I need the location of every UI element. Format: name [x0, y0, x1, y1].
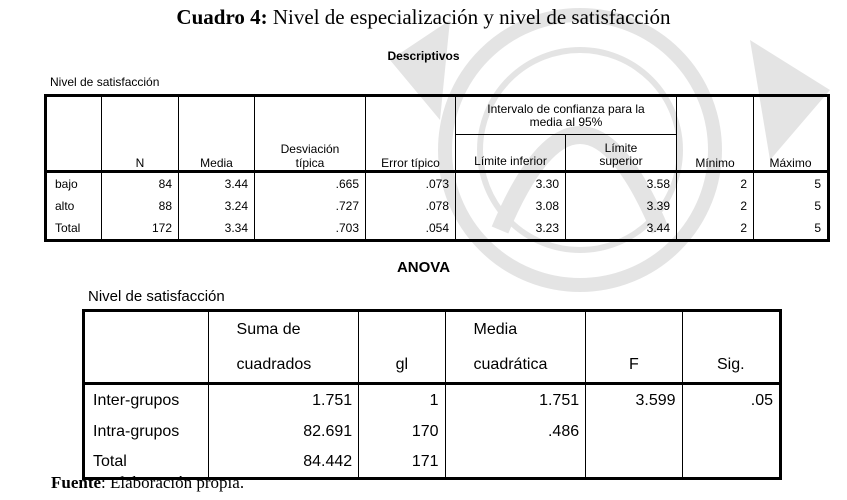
- page-title: [0, 5, 847, 30]
- header-error: Error típico: [366, 96, 456, 172]
- header-intervalo: Intervalo de confianza para la media al 95%: [456, 96, 677, 135]
- source-text: : Elaboración propia.: [101, 473, 245, 492]
- anova-variable: Nivel de satisfacción: [88, 288, 225, 305]
- anova-heading: ANOVA: [396, 259, 451, 276]
- table-row: Total 172 3.34 .703 .054 3.23 3.44 2 5: [46, 217, 829, 241]
- descriptivos-variable: Nivel de satisfacción: [50, 75, 160, 89]
- header-media: Media: [179, 96, 255, 172]
- title-prefix: Cuadro 4:: [176, 5, 268, 29]
- descriptivos-heading: Descriptivos: [387, 49, 460, 63]
- table-row: Total 84.442 171: [84, 447, 781, 479]
- header-limite-inferior: Límite inferior: [456, 135, 566, 172]
- header-sig: Sig.: [682, 311, 780, 384]
- table-row: bajo 84 3.44 .665 .073 3.30 3.58 2 5: [46, 172, 829, 196]
- header-f: F: [586, 311, 682, 384]
- header-n: N: [102, 96, 179, 172]
- source-note: [51, 473, 244, 493]
- table-row: Intra-grupos 82.691 170 .486: [84, 417, 781, 447]
- source-label: Fuente: [51, 473, 102, 492]
- header-maximo: Máximo: [754, 96, 829, 172]
- header-media-cuadratica: Media cuadrática: [445, 311, 586, 384]
- header-suma: Suma de cuadrados: [208, 311, 359, 384]
- header-minimo: Mínimo: [677, 96, 754, 172]
- title-text: Nivel de especialización y nivel de satisfacción: [272, 5, 671, 29]
- header-limite-superior: Límite superior: [566, 135, 677, 172]
- header-desviacion: Desviación típica: [255, 96, 366, 172]
- table-row: alto 88 3.24 .727 .078 3.08 3.39 2 5: [46, 195, 829, 217]
- header-gl: gl: [359, 311, 445, 384]
- anova-table: [82, 309, 782, 480]
- descriptivos-table: [44, 94, 830, 242]
- table-row: Inter-grupos 1.751 1 1.751 3.599 .05: [84, 384, 781, 418]
